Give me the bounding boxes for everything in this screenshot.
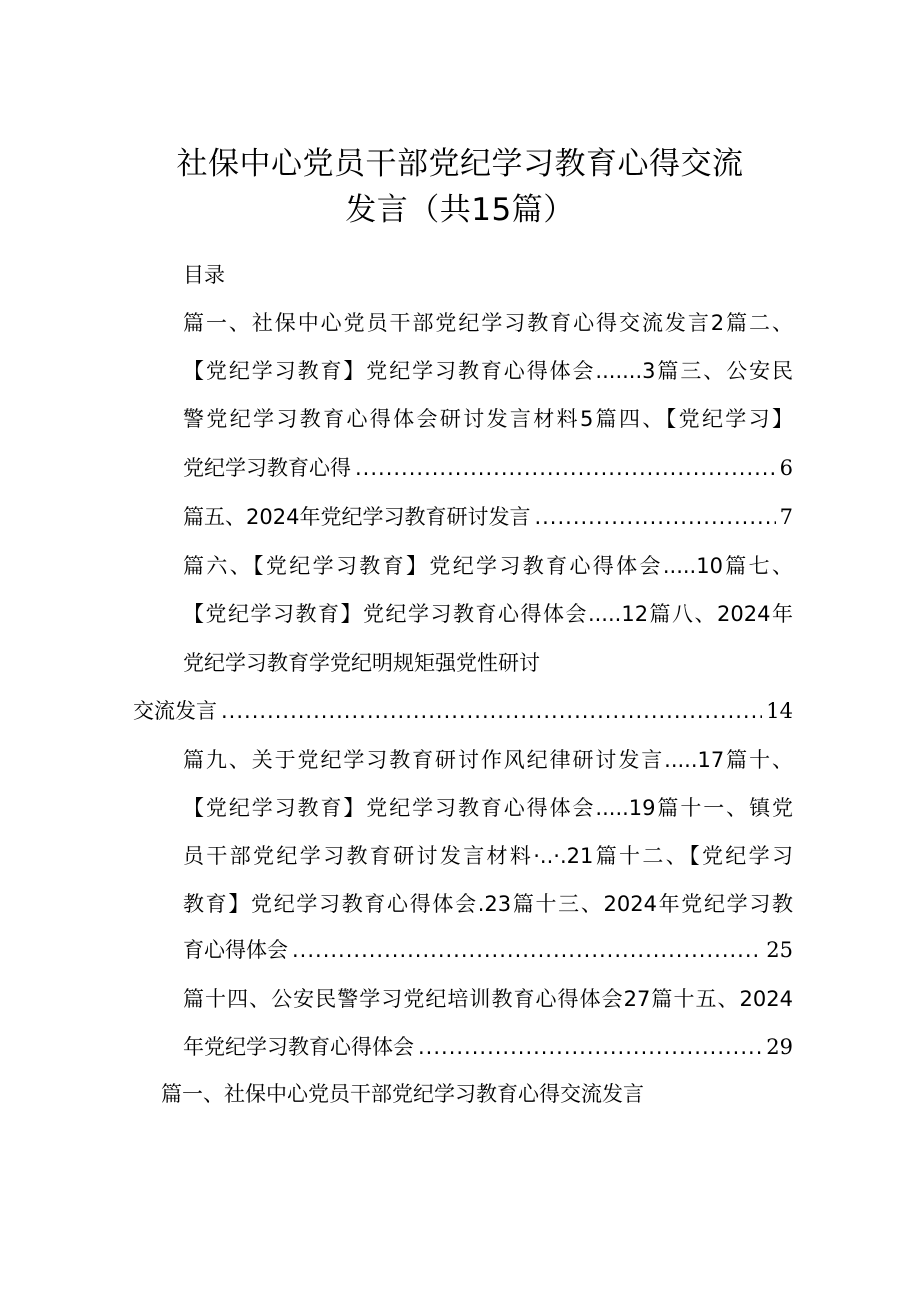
toc-entry-text: 年党纪学习教育心得体会 [183, 1035, 414, 1059]
toc-leader-dots [418, 1032, 762, 1062]
toc-line: 【党纪学习教育】党纪学习教育心得体会.....19篇十一、镇党 [183, 796, 793, 820]
toc-line: 【党纪学习教育】党纪学习教育心得体会.......3篇三、公安民 [183, 359, 793, 383]
toc-leader-dots [292, 935, 762, 965]
toc-entry-text: 党纪学习教育心得 [183, 456, 351, 480]
toc-line: 篇十四、公安民警学习党纪培训教育心得体会27篇十五、2024 [183, 987, 793, 1011]
toc-line: 警党纪学习教育心得体会研讨发言材料5篇四、【党纪学习】 [183, 407, 793, 431]
toc-entry [183, 502, 793, 534]
toc-entry [183, 453, 793, 485]
toc-line: 篇一、社保中心党员干部党纪学习教育心得交流发言2篇二、 [183, 311, 793, 335]
toc-line: 党纪学习教育学党纪明规矩强党性研讨 [183, 651, 540, 675]
section-heading: 篇一、社保中心党员干部党纪学习教育心得交流发言 [161, 1082, 644, 1106]
toc-page-number: 14 [766, 699, 793, 723]
toc-line: 篇六、【党纪学习教育】党纪学习教育心得体会.....10篇七、 [183, 554, 793, 578]
toc-leader-dots [534, 502, 775, 532]
toc-line: 篇九、关于党纪学习教育研讨作风纪律研讨发言.....17篇十、 [183, 748, 793, 772]
toc-line: 员干部党纪学习教育研讨发言材料·..·.21篇十二、【党纪学习 [183, 844, 793, 868]
toc-leader-dots [355, 453, 776, 483]
toc-page-number: 6 [779, 456, 793, 480]
toc-page-number: 7 [779, 505, 793, 529]
toc-entry-text: 交流发言 [133, 699, 217, 723]
toc-page-number: 29 [766, 1035, 793, 1059]
toc-entry [133, 696, 793, 728]
toc-entry [183, 1032, 793, 1064]
toc-entry-text: 篇五、2024年党纪学习教育研讨发言 [183, 505, 531, 529]
toc-label: 目录 [183, 263, 225, 287]
toc-line: 教育】党纪学习教育心得体会.23篇十三、2024年党纪学习教 [183, 892, 793, 916]
document-title-line-1: 社保中心党员干部党纪学习教育心得交流 [176, 146, 744, 182]
toc-line: 【党纪学习教育】党纪学习教育心得体会.....12篇八、2024年 [183, 602, 793, 626]
toc-page-number: 25 [766, 938, 793, 962]
document-title-line-2: 发言（共15篇） [345, 192, 575, 228]
toc-leader-dots [221, 696, 762, 726]
toc-entry [183, 935, 793, 967]
toc-entry-text: 育心得体会 [183, 938, 288, 962]
